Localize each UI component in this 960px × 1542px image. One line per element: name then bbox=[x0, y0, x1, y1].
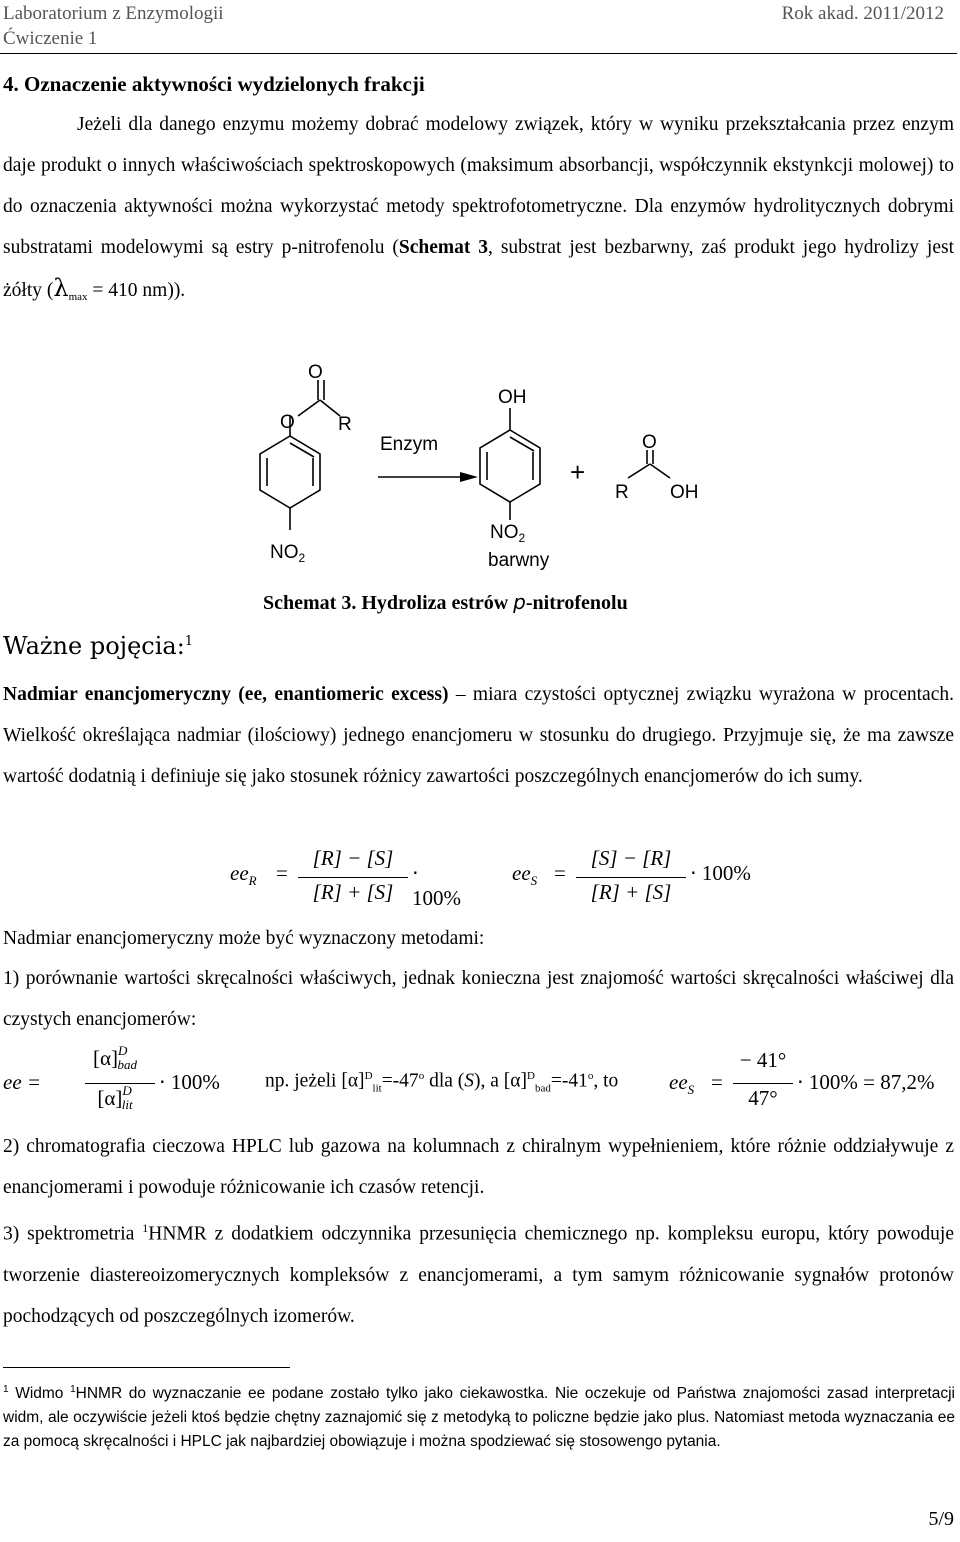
eq3-example: np. jeżeli $[\alpha]^D_{lit}=-47^o$ dla (S), a $[\alpha]^D_{bad}=-41^o$, to bbox=[265, 1070, 619, 1095]
eq3-denominator: $[\alpha]^Dlit$ bbox=[97, 1083, 133, 1112]
header-course: Laboratorium z Enzymologii bbox=[3, 3, 224, 24]
scheme-ref: Schemat 3 bbox=[398, 237, 489, 258]
equation-ee-r bbox=[230, 846, 460, 910]
footnote: $^1$ Widmo $^1$HNMR do wyznaczanie ee podane zostało tylko jako ciekawostka. Nie oczekuje od Państwa znajomości zasad interpretacji widm, ale oczywiście jeżeli ktoś będzie chętny zaznajomić się z metodyką to policzne będzie jako plus. Natomiast metoda wyznaczania ee za pomocą skręcalności i HPLC jak najbardziej obowiązuje i można spodziewać się stosowengo pytania. bbox=[3, 1384, 955, 1451]
eq1-fraction-bar bbox=[298, 877, 408, 878]
header-exercise: Ćwiczenie 1 bbox=[3, 28, 98, 49]
section-title: 4. Oznaczenie aktywności wydzielonych frakcji bbox=[3, 72, 425, 96]
product-ring bbox=[480, 408, 540, 520]
method-2: 2) chromatografia cieczowa HPLC lub gazowa na kolumnach z chiralnym wypełnieniem, które różnie oddziaływuje z enancjomerami i powoduje różnicowanie ich czasów retencji. bbox=[3, 1136, 954, 1198]
eq3-example-numerator: − 41° bbox=[739, 1048, 787, 1072]
eq1-equals: = bbox=[276, 861, 288, 885]
plus-sign: + bbox=[570, 457, 586, 487]
eq1-multiplier: ⋅ 100% bbox=[412, 861, 461, 910]
product-barwny: barwny bbox=[488, 550, 550, 571]
eq3-result: ⋅ 100% = 87,2% bbox=[797, 1070, 935, 1094]
product-oh: OH bbox=[498, 387, 527, 408]
eq3-example-denominator: 47° bbox=[748, 1086, 778, 1110]
eq2-multiplier: ⋅ 100% bbox=[690, 861, 751, 885]
concepts-heading: Ważne pojęcia:$^1$ bbox=[3, 632, 194, 660]
eq1-numerator: [R] − [S] bbox=[312, 846, 394, 870]
scheme-caption: Schemat 3. Hydroliza estrów p-nitrofenolu bbox=[263, 590, 628, 614]
eq3-numerator: $[\alpha]^Dbad$ bbox=[93, 1043, 137, 1072]
eq3-multiplier: ⋅ 100% bbox=[159, 1070, 220, 1094]
lambda-subscript: max bbox=[68, 291, 88, 303]
header-year: Rok akad. 2011/2012 bbox=[781, 3, 944, 24]
substrate-ring bbox=[260, 380, 340, 530]
intro-text-3: = 410 nm)). bbox=[87, 280, 186, 301]
intro-text-2: , substrat jest bezbarwny, zaś produkt jego hydrolizy jest żółty ( bbox=[3, 237, 954, 301]
footnote-rule bbox=[3, 1367, 290, 1368]
acid-o: O bbox=[642, 432, 657, 453]
eq3-ee-s: $ee_S$ bbox=[669, 1070, 695, 1097]
equation-rotation bbox=[3, 1040, 953, 1120]
ee-definition bbox=[3, 674, 954, 797]
reaction-scheme bbox=[240, 358, 720, 583]
lambda-symbol: λ bbox=[53, 274, 69, 302]
method-1: 1) porównanie wartości skręcalności właściwych, jednak konieczna jest znajomość wartości skręcalności właściwej dla czystych enancjomerów: bbox=[3, 968, 954, 1030]
carbonyl-o: O bbox=[308, 362, 323, 383]
intro-text-1: Jeżeli dla danego enzymu możemy dobrać modelowy związek, który w wyniku przekształcania przez enzym daje produkt o innych właściwościach spektroskopowych (maksimum absorbancji, współczynnik ekstynkcji molowej) to do oznaczenia aktywności można wykorzystać metody spektrofotometryczne. Dla enzymów hydrolitycznych dobrymi substratami modelowymi są estry p-nitrofenolu ( bbox=[3, 114, 954, 258]
eq2-denominator: [R] + [S] bbox=[590, 880, 672, 904]
ester-o: O bbox=[280, 412, 295, 433]
eq2-equals: = bbox=[554, 861, 566, 885]
methods-intro: Nadmiar enancjomeryczny może być wyznaczony metodami: bbox=[3, 928, 485, 949]
acid-r: R bbox=[615, 482, 629, 503]
page-number: 5/9 bbox=[928, 1508, 954, 1530]
intro-paragraph bbox=[3, 104, 954, 318]
acid-oh: OH bbox=[670, 482, 699, 503]
method-3: 3) spektrometria $^1$HNMR z dodatkiem odczynnika przesunięcia chemicznego np. kompleksu europu, który powoduje tworzenie diastereoizomerycznych kompleksów z enancjomerami, a tym samym różnicowanie sygnałów protonów pochodzących od poszczególnych izomerów. bbox=[3, 1221, 954, 1327]
eq1-denominator: [R] + [S] bbox=[312, 880, 394, 904]
reaction-arrow bbox=[378, 472, 478, 482]
acid-structure bbox=[628, 450, 670, 478]
equation-ee-s bbox=[512, 846, 752, 910]
eq3-lhs: ee = bbox=[3, 1070, 42, 1094]
eq3-ee-equals: = bbox=[711, 1070, 723, 1094]
ester-r: R bbox=[338, 414, 352, 435]
ee-term: Nadmiar enancjomeryczny (ee, enantiomeric excess) bbox=[3, 684, 449, 705]
eq2-fraction-bar bbox=[576, 877, 686, 878]
eq3-example-bar bbox=[733, 1083, 793, 1084]
eq3-fraction-bar bbox=[85, 1083, 155, 1084]
ee-def-text: – miara czystości optycznej związku wyrażona w procentach. Wielkość określająca nadmiar (ilościowy) jednego enancjomeru w stosunku do drugiego. Przyjmuje się, że ma zawsze wartość dodatnią i definiuje się jako stosunek różnicy zawartości poszczególnych enancjomerów do ich sumy. bbox=[3, 684, 954, 787]
eq2-numerator: [S] − [R] bbox=[590, 846, 672, 870]
eq1-lhs: $ee_R$ bbox=[230, 861, 257, 888]
substrate-no2: $NO_2$ bbox=[270, 542, 306, 565]
arrow-label-enzyme: Enzym bbox=[380, 434, 439, 455]
header-rule bbox=[0, 53, 957, 54]
eq2-lhs: $ee_S$ bbox=[512, 861, 538, 888]
product-no2: $NO_2$ bbox=[490, 522, 526, 545]
